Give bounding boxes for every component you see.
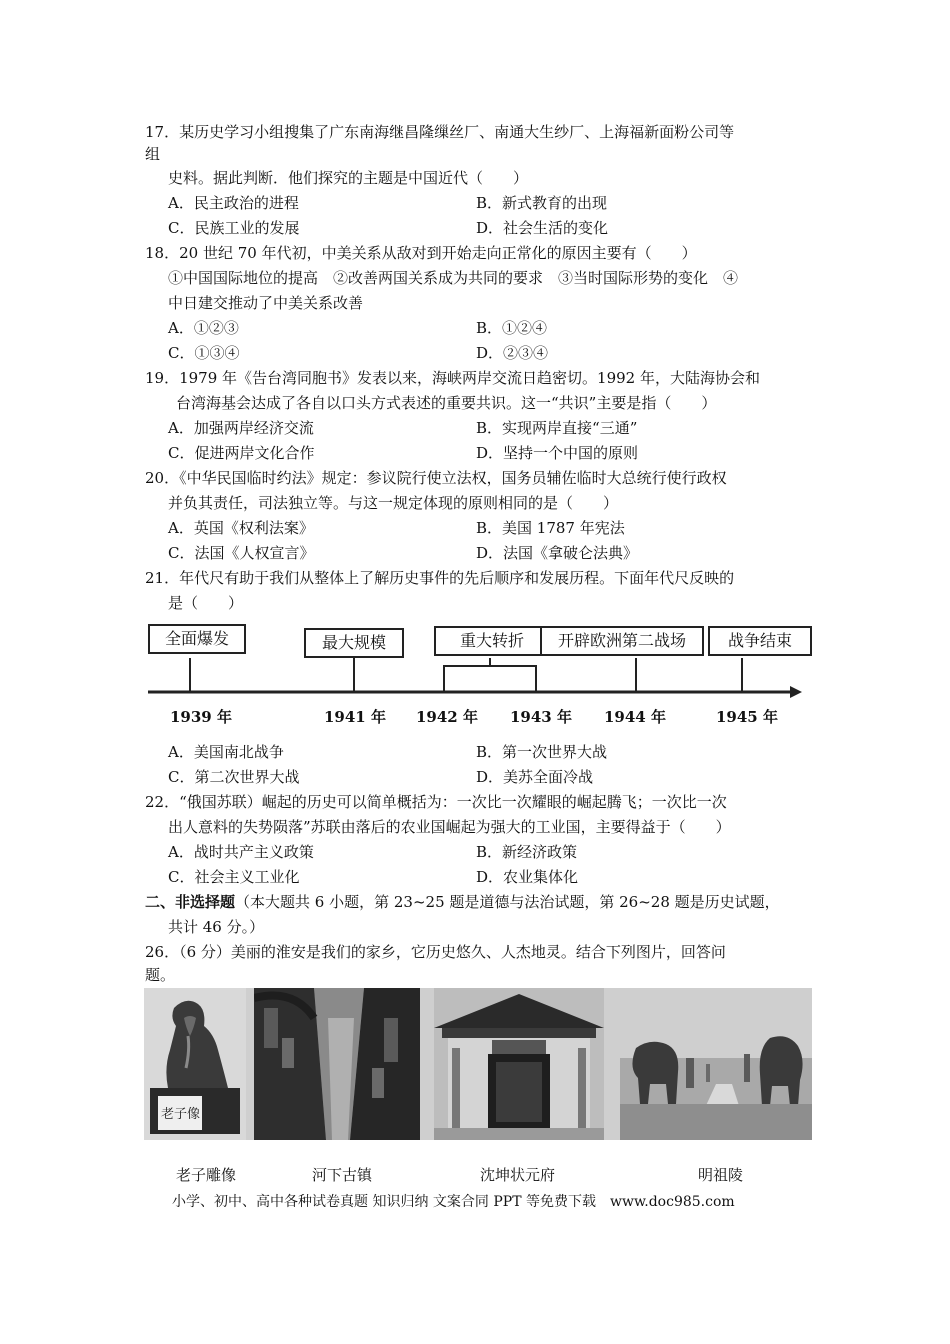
q21-stem-line2: 是（ ） [168,594,244,612]
caption-laozi-statue: 老子雕像 [176,1166,237,1184]
q20-option-c: C．法国《人权宣言》 [168,544,315,562]
q20-stem-line2: 并负其责任，司法独立等。与这一规定体现的原则相同的是（ ） [168,494,619,512]
q22-option-a: A．战时共产主义政策 [168,843,314,861]
photo-hexia-town [254,988,420,1140]
timeline-year-1945: 1945 年 [716,708,778,726]
q22-option-b: B．新经济政策 [476,843,578,861]
section2-heading [145,892,780,912]
q19-option-b: B．实现两岸直接“三通” [476,419,638,437]
q18-option-c: C．①③④ [168,344,240,362]
hexia-town-image [254,988,420,1140]
q19-option-c: C．促进两岸文化合作 [168,444,315,462]
q22-stem-line1: 22．“俄国苏联）崛起的历史可以简单概括为：一次比一次耀眼的崛起腾飞；一次比一次 [145,793,727,811]
q21-option-c: C．第二次世界大战 [168,768,300,786]
timeline-event-4: 开辟欧洲第二战场 [540,626,704,656]
q17-option-d: D．社会生活的变化 [476,219,609,237]
section2-desc: （本大题共 6 小题，第 23~25 题是道德与法治试题，第 26~28 题是历史试题， [235,893,780,911]
photo-laozi-statue [144,988,246,1140]
q17-stem-line1: 17．某历史学习小组搜集了广东南海继昌隆缫丝厂、南通大生纱厂、上海福新面粉公司等 [145,123,735,141]
q17-option-a: A．民主政治的进程 [168,194,299,212]
q17-stem-line2: 组 [145,145,161,163]
section2-title: 二、非选择题 [145,893,236,911]
section2-desc-line2: 共计 46 分。） [168,918,265,936]
timeline-year-1939: 1939 年 [170,708,232,726]
q21-option-d: D．美苏全面冷战 [476,768,594,786]
timeline-event-5: 战争结束 [708,626,812,656]
timeline-year-1943: 1943 年 [510,708,572,726]
q18-stem-line1: 18．20 世纪 70 年代初，中美关系从敌对到开始走向正常化的原因主要有（ ） [145,244,697,262]
q26-stem-line1: 26．（6 分）美丽的淮安是我们的家乡，它历史悠久、人杰地灵。结合下列图片，回答问 [145,943,726,961]
q19-stem-line2: 台湾海基会达成了各自以口头方式表述的重要共识。这一“共识”主要是指（ ） [176,394,717,412]
q18-option-d: D．②③④ [476,344,549,362]
photo-shenkun-mansion [434,988,604,1140]
q19-option-d: D．坚持一个中国的原则 [476,444,639,462]
q17-option-c: C．民族工业的发展 [168,219,300,237]
bracket-1942-1943 [444,666,536,678]
shenkun-mansion-image [434,988,604,1140]
timeline-year-1942: 1942 年 [416,708,478,726]
caption-shenkun-mansion: 沈坤状元府 [480,1166,556,1184]
caption-ming-tomb: 明祖陵 [698,1166,744,1184]
q26-stem-line2: 题。 [145,966,176,984]
laozi-statue-image [144,988,246,1140]
q20-option-d: D．法国《拿破仑法典》 [476,544,639,562]
q17-stem-line3: 史料。据此判断．他们探究的主题是中国近代（ ） [168,169,529,187]
q22-option-d: D．农业集体化 [476,868,579,886]
q21-option-a: A．美国南北战争 [168,743,284,761]
q19-option-a: A．加强两岸经济交流 [168,419,314,437]
ming-tomb-image [620,988,812,1140]
photo-ming-tomb [620,988,812,1140]
timeline-year-1944: 1944 年 [604,708,666,726]
q18-option-a: A．①②③ [168,319,239,337]
q22-stem-line2: 出人意料的失势陨落”苏联由落后的农业国崛起为强大的工业国，主要得益于（ ） [168,818,731,836]
q18-stem-line3: 中日建交推动了中美关系改善 [168,294,364,312]
timeline-event-3: 重大转折 [434,626,550,656]
q20-stem-line1: 20．《中华民国临时约法》规定：参议院行使立法权，国务员辅佐临时大总统行使行政权 [145,469,727,487]
q20-option-a: A．英国《权利法案》 [168,519,314,537]
q17-option-b: B．新式教育的出现 [476,194,608,212]
q19-stem-line1: 19．1979 年《告台湾同胞书》发表以来，海峡两岸交流日趋密切。1992 年，大陆海协会和 [145,369,760,387]
q18-stem-line2: ①中国国际地位的提高 ②改善两国关系成为共同的要求 ③当时国际形势的变化 ④ [168,269,739,287]
caption-hexia-town: 河下古镇 [312,1166,373,1184]
q22-option-c: C．社会主义工业化 [168,868,300,886]
timeline-figure [140,618,820,730]
q21-option-b: B．第一次世界大战 [476,743,608,761]
timeline-event-1: 全面爆发 [148,624,246,654]
timeline-year-1941: 1941 年 [324,708,386,726]
q21-stem-line1: 21．年代尺有助于我们从整体上了解历史事件的先后顺序和发展历程。下面年代尺反映的 [145,569,735,587]
q18-option-b: B．①②④ [476,319,548,337]
timeline-event-2: 最大规模 [304,628,404,658]
footer-text: 小学、初中、高中各种试卷真题 知识归纳 文案合同 PPT 等免费下载 www.doc985.com [172,1194,735,1210]
plaque-text: 老子像 [161,1107,201,1122]
q20-option-b: B．美国 1787 年宪法 [476,519,625,537]
